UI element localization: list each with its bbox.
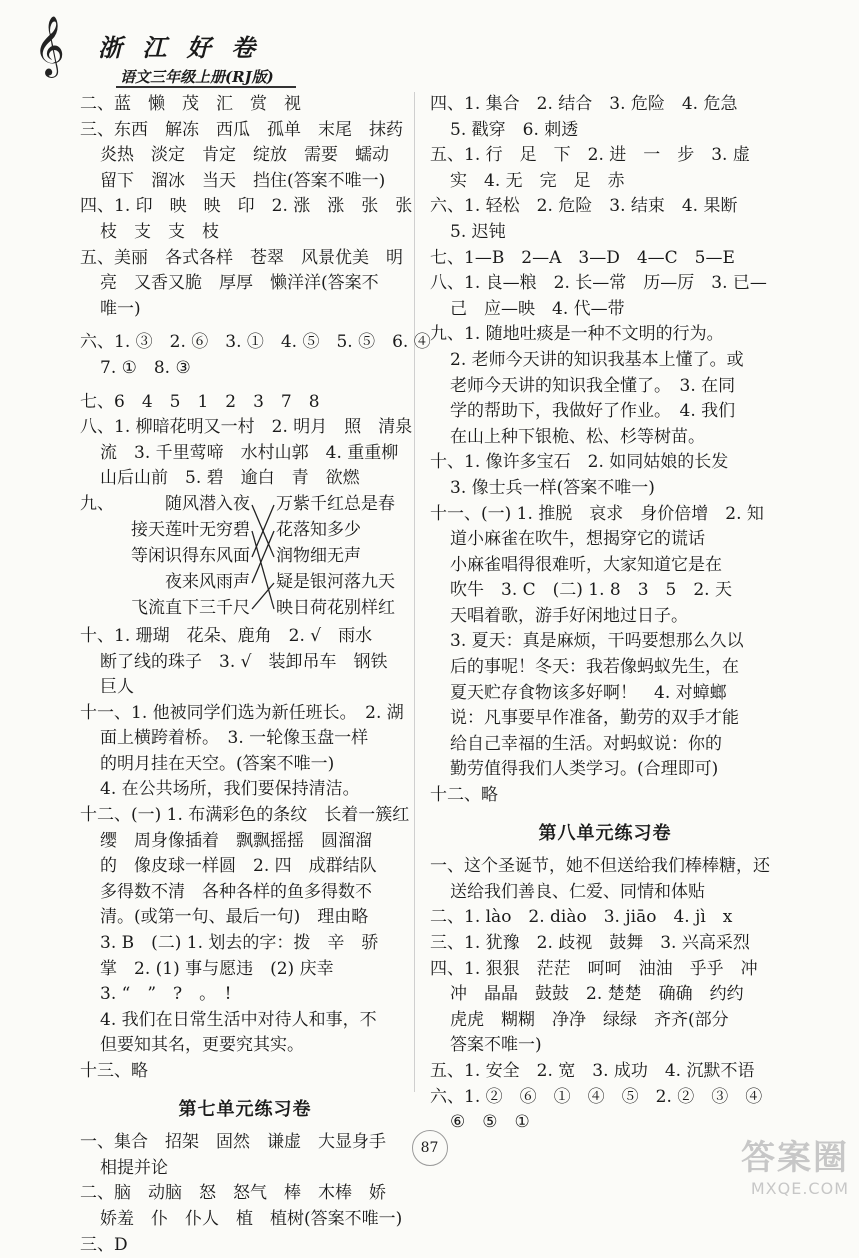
match-right-item: 万紫千红总是春: [276, 493, 395, 514]
answer-line: 断了线的珠子 3. √ 装卸吊车 钢铁: [100, 651, 388, 672]
answer-line: 十二、略: [430, 785, 498, 806]
page-number: 87: [412, 1130, 448, 1166]
answer-line: 三、1. 犹豫 2. 歧视 鼓舞 3. 兴高采烈: [430, 933, 750, 953]
answer-line: 掌 2. (1) 事与愿违 (2) 庆幸: [100, 958, 334, 979]
answer-line: 唯一): [100, 298, 141, 319]
answer-line: 娇羞 仆 仆人 植 植树(答案不唯一): [100, 1208, 403, 1229]
book-header: [28, 14, 278, 84]
page-footer: [0, 1130, 859, 1166]
match-right-item: 花落知多少: [276, 519, 361, 540]
answer-line: 七、6 4 5 1 2 3 7 8: [80, 391, 320, 412]
answer-line: 5. 戳穿 6. 刺透: [450, 119, 579, 140]
answer-line: 在山上种下银桅、松、杉等树苗。: [450, 426, 705, 447]
match-line: [252, 531, 274, 609]
match-left-item: 随风潜入夜: [165, 493, 250, 514]
header-underline: [116, 86, 296, 88]
answer-line: 四、1. 集合 2. 结合 3. 危险 4. 危急: [430, 94, 738, 114]
answer-line: 六、1. ③ 2. ⑥ 3. ① 4. ⑤ 5. ⑤ 6. ④: [80, 332, 431, 353]
match-left-item: 夜来风雨声: [165, 571, 250, 592]
answer-line: 二、脑 动脑 怒 怒气 棒 木棒 娇: [80, 1183, 386, 1204]
answer-line: 亮 又香又脆 厚厚 懒洋洋(答案不: [100, 273, 379, 294]
answer-line: 说：凡事要早作准备，勤劳的双手才能: [450, 708, 739, 729]
answer-line: 3. “ ” ? 。 !: [100, 984, 232, 1005]
watermark-url: MXQE.COM: [750, 1179, 849, 1198]
answer-line: 3. B (二) 1. 划去的字：拨 辛 骄: [100, 933, 379, 954]
answer-line: 虎虎 糊糊 净净 绿绿 齐齐(部分: [450, 1009, 729, 1030]
match-right-item: 润物细无声: [276, 545, 361, 566]
answer-line: 清。(或第一句、最后一句) 理由略: [100, 907, 369, 928]
answer-line: 山后山前 5. 碧 逾白 青 欲燃: [100, 468, 360, 489]
series-title: 浙 江 好 卷: [98, 33, 262, 62]
match-left-item: 飞流直下三千尺: [131, 597, 250, 618]
poem-matching: [80, 492, 410, 624]
answer-line: 后的事呢！冬天：我若像蚂蚁先生，在: [450, 657, 739, 678]
match-left-item: 接天莲叶无穷碧: [131, 519, 250, 540]
answer-line: 五、1. 行 足 下 2. 进 一 步 3. 虚: [430, 145, 750, 166]
unit8-title: 第八单元练习卷: [538, 822, 672, 844]
answer-line: 实 4. 无 完 足 赤: [450, 170, 625, 191]
answer-line: 十一、1. 他被同学们选为新任班长。 2. 湖: [80, 702, 404, 723]
answer-line: 送给我们善良、仁爱、同情和体贴: [450, 881, 705, 902]
answer-line: 八、1. 良—粮 2. 长—常 历—厉 3. 已—: [430, 273, 767, 294]
answer-line: 给自己幸福的生活。对蚂蚁说：你的: [450, 733, 722, 754]
answer-line: 的 像皮球一样圆 2. 四 成群结队: [100, 856, 377, 877]
answer-line: 吹牛 3. C (二) 1. 8 3 5 2. 天: [450, 580, 732, 601]
answer-line: 枝 支 支 枝: [100, 221, 219, 242]
answer-line: 九、1. 随地吐痰是一种不文明的行为。: [430, 324, 724, 345]
unit7-title: 第七单元练习卷: [178, 1098, 312, 1120]
answer-line: 二、1. lào 2. diào 3. jiāo 4. jì x: [430, 907, 733, 928]
match-left-item: 等闲识得东风面: [131, 545, 250, 566]
answer-line: 五、美丽 各式各样 苍翠 风景优美 明: [80, 247, 403, 268]
answer-line: 答案不唯一): [450, 1035, 542, 1056]
match-right-item: 映日荷花别样红: [276, 597, 395, 618]
answer-line: 流 3. 千里莺啼 水村山郭 4. 重重柳: [100, 442, 399, 463]
answer-line: 冲 晶晶 鼓鼓 2. 楚楚 确确 约约: [450, 984, 744, 1005]
answer-line: 己 应—映 4. 代—带: [450, 298, 625, 319]
answer-line: 道小麻雀在吹牛，想揭穿它的谎话: [450, 529, 705, 550]
answer-line: 夏天贮存食物该多好啊！ 4. 对蟑螂: [450, 682, 727, 703]
answer-line: 4. 我们在日常生活中对待人和事，不: [100, 1009, 377, 1030]
answer-line: 天唱着歌，游手好闲地过日子。: [450, 605, 688, 626]
answer-line: 缨 周身像插着 飘飘摇摇 圆溜溜: [100, 830, 372, 851]
answer-line: 学的帮助下，我做好了作业。 4. 我们: [450, 401, 736, 422]
answer-line: 六、1. 轻松 2. 危险 3. 结束 4. 果断: [430, 196, 738, 217]
matching-lines: [80, 492, 280, 624]
answer-line: 勤劳值得我们人类学习。(合理即可): [450, 759, 719, 780]
answer-line: 一、集合 招架 固然 谦虚 大显身手: [80, 1132, 386, 1153]
site-watermark: [741, 1130, 849, 1198]
answer-line: 小麻雀唱得很难听，大家知道它是在: [450, 554, 722, 575]
answer-line: 炎热 淡定 肯定 绽放 需要 蠕动: [100, 145, 389, 166]
answer-line: 但要知其名，更要究其实。: [100, 1035, 304, 1056]
answer-line: 面上横跨着桥。 3. 一轮像玉盘一样: [100, 728, 369, 749]
watermark-logo: 答案圈: [741, 1138, 849, 1178]
answer-line: 三、D: [80, 1234, 128, 1255]
question-number: 九、: [80, 493, 114, 514]
answer-line: 3. 像士兵一样(答案不唯一): [450, 477, 655, 498]
answer-line: 7. ① 8. ③: [100, 357, 191, 378]
answer-line: 相提并论: [100, 1157, 168, 1178]
answer-line: 3. 夏天：真是麻烦，干吗要想那么久以: [450, 631, 744, 652]
answer-line: 十、1. 珊瑚 花朵、鹿角 2. √ 雨水: [80, 625, 373, 646]
answer-line: 2. 老师今天讲的知识我基本上懂了。或: [450, 349, 744, 370]
answer-line: 四、1. 印 映 映 印 2. 涨 涨 张 张: [80, 196, 413, 217]
answer-line: 十一、(一) 1. 推脱 哀求 身价倍增 2. 知: [430, 503, 764, 524]
answer-line: 5. 迟钝: [450, 221, 506, 242]
right-column: [430, 92, 780, 1136]
answer-line: 的明月挂在天空。(答案不唯一): [100, 753, 335, 774]
answer-line: 老师今天讲的知识我全懂了。 3. 在同: [450, 375, 736, 396]
answer-line: 三、东西 解冻 西瓜 孤单 末尾 抹药: [80, 119, 403, 140]
book-subtitle: 语文三年级上册(RJ版): [120, 68, 274, 86]
answer-line: 十三、略: [80, 1061, 148, 1081]
answer-line: 八、1. 柳暗花明又一村 2. 明月 照 清泉: [80, 417, 413, 438]
answer-line: 留下 溜冰 当天 挡住(答案不唯一): [100, 170, 386, 191]
answer-line: 二、蓝 懒 茂 汇 赏 视: [80, 94, 301, 114]
answer-line: 十、1. 像许多宝石 2. 如同姑娘的长发: [430, 452, 729, 473]
answer-line: ⑥ ⑤ ①: [450, 1112, 530, 1133]
answer-line: 多得数不清 各种各样的鱼多得数不: [100, 881, 372, 902]
answer-line: 十二、(一) 1. 布满彩色的条纹 长着一簇红: [80, 805, 410, 826]
answer-line: 六、1. ② ⑥ ① ④ ⑤ 2. ② ③ ④: [430, 1086, 763, 1107]
match-line: [252, 531, 274, 583]
answer-line: 七、1—B 2—A 3—D 4—C 5—E: [430, 247, 735, 268]
answer-line: 巨人: [100, 677, 134, 698]
answer-line: 4. 在公共场所，我们要保持清洁。: [100, 779, 360, 800]
match-right-item: 疑是银河落九天: [276, 571, 395, 592]
answer-line: 五、1. 安全 2. 宽 3. 成功 4. 沉默不语: [430, 1060, 755, 1081]
answer-line: 一、这个圣诞节，她不但送给我们棒棒糖，还: [430, 856, 770, 877]
treble-clef-icon: 𝄞: [34, 16, 65, 76]
answer-line: 四、1. 狠狠 茫茫 呵呵 油油 乎乎 冲: [430, 958, 758, 979]
